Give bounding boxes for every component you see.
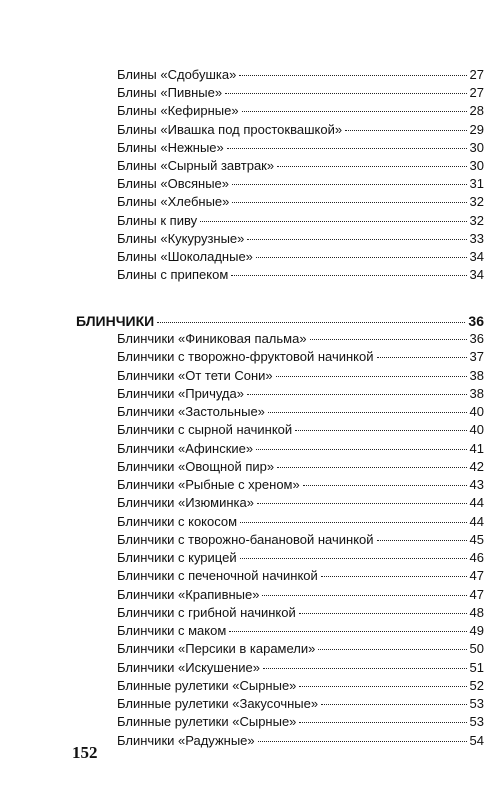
toc-entry [117,422,484,438]
toc-entry-title: Блинчики «Искушение» [117,659,260,675]
toc-entry [117,678,484,694]
toc-entry-title: Блинчики «Персики в карамели» [117,641,316,657]
toc-leader [277,166,466,167]
toc-entry-page: 34 [469,267,484,283]
toc-entry [117,568,484,584]
toc-entry-title: Блины «Нежные» [117,139,224,155]
toc-entry [117,85,484,101]
toc-leader [225,93,466,94]
toc-entry-title: Блины «Овсяные» [117,176,229,192]
toc-entry [117,122,484,138]
toc-leader [256,257,467,258]
toc-entry-page: 32 [469,212,484,228]
toc-entry [117,459,484,475]
toc-leader [232,202,466,203]
toc-entry-page: 44 [469,495,484,511]
toc-leader [262,595,466,596]
toc-entry [117,532,484,548]
toc-entry-title: Блины «Сырный завтрак» [117,158,275,173]
toc-entry-page: 29 [469,121,484,137]
toc-entry-title: Блинные рулетики «Сырные» [117,714,297,730]
toc-entry-page: 53 [469,696,484,711]
toc-entry-page: 47 [469,568,484,584]
toc-entry [117,386,484,402]
toc-leader [263,668,467,669]
toc-entry-page: 28 [469,103,484,119]
toc-leader [200,221,466,222]
toc-leader [247,394,467,395]
toc-leader [310,339,467,340]
toc-entry [117,605,484,621]
toc-leader [247,239,466,240]
toc-leader [240,522,466,523]
toc-entry [117,587,484,603]
toc-leader [321,704,466,705]
toc-entry [117,368,484,384]
toc-leader [295,430,466,431]
toc-entry-page: 51 [469,659,484,675]
toc-entry [117,249,484,265]
toc-entry-page: 40 [469,404,484,419]
toc-entry [117,514,484,530]
toc-entry-title: Блины «Сдобушка» [117,67,237,82]
toc-entry [117,331,484,347]
toc-entry [117,176,484,192]
toc-entry-page: 33 [469,230,484,246]
toc-entry [117,696,484,712]
toc-leader [303,485,467,486]
toc-section-title: БЛИНЧИКИ [76,313,155,329]
toc-leader [299,613,467,614]
toc-entry-page: 37 [469,349,484,365]
toc-entry-title: Блинчики «Финиковая пальма» [117,331,307,346]
toc-entry [117,349,484,365]
toc-entry [117,140,484,156]
toc-entry-page: 45 [469,531,484,547]
toc-entry-title: Блинчики «Изюминка» [117,495,254,511]
toc-entry-title: Блинные рулетики «Закусочные» [117,696,319,711]
toc-entry-page: 44 [469,513,484,529]
toc-leader [232,184,467,185]
toc-entry-page: 43 [469,477,484,492]
toc-entry-page: 42 [469,458,484,474]
toc-entry [117,623,484,639]
toc-leader [299,722,466,723]
toc-entry [117,550,484,566]
toc-entry-page: 34 [469,249,484,264]
toc-entry [117,267,484,283]
toc-entry [117,231,484,247]
toc-entry-title: Блинчики «Радужные» [117,732,255,748]
toc-entry-title: Блины «Ивашка под простоквашкой» [117,121,343,137]
toc-entry-title: Блины с припеком [117,267,229,283]
toc-entry [117,714,484,730]
toc-entry [117,641,484,657]
toc-entry-title: Блинчики с грибной начинкой [117,604,296,620]
toc-leader [231,275,466,276]
toc-section-page: 36 [468,313,484,329]
toc-entry [117,213,484,229]
toc-entry-title: Блинчики с кокосом [117,513,238,529]
toc-entry-title: Блинчики «Причуда» [117,385,244,401]
toc-entry [117,441,484,457]
toc-entry [117,158,484,174]
toc-entry [117,477,484,493]
toc-leader [229,631,466,632]
toc-leader [377,540,467,541]
toc-entry-title: Блины к пиву [117,212,198,228]
toc-leader [299,686,466,687]
toc-entry-page: 53 [469,714,484,730]
toc-entry-page: 47 [469,586,484,602]
toc-leader [242,111,467,112]
toc-entry-title: Блинчики «От тети Сони» [117,367,273,383]
toc-entry [117,660,484,676]
toc-entry-title: Блинчики с творожно-фруктовой начинкой [117,349,374,365]
toc-entry-title: Блинчики «Крапивные» [117,586,260,602]
toc-entry-page: 32 [469,194,484,210]
toc-entry-page: 41 [469,440,484,456]
toc-entry-title: Блины «Кефирные» [117,103,239,119]
toc-entry-title: Блины «Кукурузные» [117,230,245,246]
toc-entry-page: 31 [469,176,484,192]
toc-entry-title: Блины «Шоколадные» [117,249,253,264]
toc-entry [117,194,484,210]
toc-entry-title: Блинчики с курицей [117,550,237,565]
toc-entry-page: 50 [469,641,484,657]
toc-entry-page: 38 [469,367,484,383]
toc-entry-page: 36 [469,331,484,346]
toc-entry-page: 30 [469,139,484,155]
toc-entry-page: 54 [469,732,484,748]
toc-entry-title: Блинчики «Овощной пир» [117,458,275,474]
toc-entry-page: 27 [469,67,484,82]
toc-entry-title: Блинчики «Афинские» [117,440,254,456]
toc-entry-title: Блины «Хлебные» [117,194,230,210]
toc-entry-title: Блинчики с печеночной начинкой [117,568,318,584]
toc-leader [377,357,467,358]
toc-leader [258,741,467,742]
toc-entry-title: Блины «Пивные» [117,85,223,101]
toc-leader [268,412,467,413]
toc-leader [276,376,467,377]
toc-leader [321,576,467,577]
toc-entry [117,404,484,420]
toc-entry-page: 27 [469,85,484,101]
toc-leader [239,75,466,76]
toc-entry [117,733,484,749]
toc-entry-page: 30 [469,158,484,173]
page-number: 152 [72,743,98,762]
toc-leader [240,558,467,559]
toc-entry [117,495,484,511]
toc-leader [157,322,465,323]
toc-entry [117,67,484,83]
toc-entry-title: Блинчики с маком [117,623,227,638]
toc-entry-page: 48 [469,604,484,620]
toc-entry-title: Блинные рулетики «Сырные» [117,677,297,693]
toc-entry-page: 40 [469,422,484,438]
toc-entry-page: 52 [469,677,484,693]
toc-entry-title: Блинчики «Рыбные с хреном» [117,477,300,492]
toc-leader [257,503,467,504]
toc-entry-page: 46 [469,550,484,565]
toc-leader [227,148,467,149]
toc-entry-title: Блинчики с сырной начинкой [117,422,293,438]
toc-leader [277,467,466,468]
toc-leader [318,649,466,650]
toc-entry-title: Блинчики с творожно-банановой начинкой [117,531,374,547]
toc-section-heading [76,313,484,329]
toc-entry-title: Блинчики «Застольные» [117,404,265,419]
toc-entry [117,103,484,119]
toc-leader [345,130,466,131]
toc-entry-page: 38 [469,385,484,401]
toc-leader [256,449,466,450]
toc-entry-page: 49 [469,623,484,638]
